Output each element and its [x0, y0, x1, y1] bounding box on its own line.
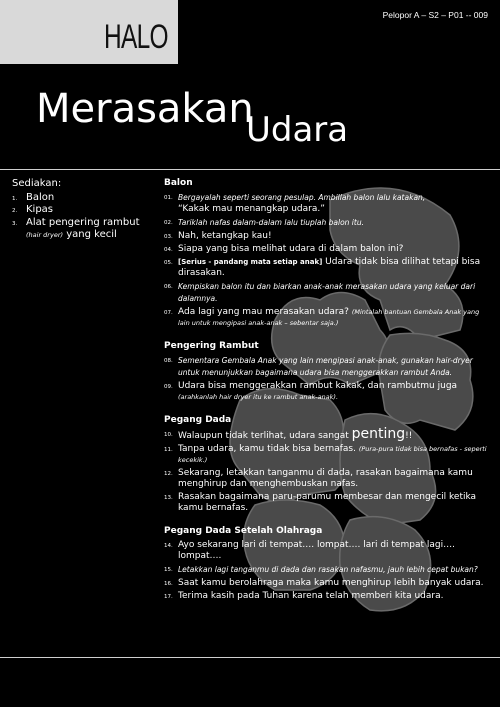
list-item: 12. Sekarang, letakkan tanganmu di dada, rasakan bagaimana kamu menghirup dan menghembuskan nafas.: [164, 468, 473, 489]
instructions: [164, 178, 490, 604]
list-item: 11. Tanpa udara, kamu tidak bisa bernafas. (Pura-pura tidak bisa bernafas - seperti kecekik.): [164, 444, 487, 464]
list-item: 17. Terima kasih pada Tuhan karena telah memberi kita udara.: [164, 591, 444, 601]
supplies-heading: Sediakan:: [12, 178, 62, 189]
list-item: 02. Tariklah nafas dalam-dalam lalu tiuplah balon itu.: [164, 218, 364, 227]
document-code: Pelopor A – S2 – P01 -- 009: [382, 10, 488, 20]
section-heading-balon: Balon: [164, 178, 193, 188]
supplies-list: [12, 178, 162, 242]
list-item: 13. Rasakan bagaimana paru-parumu membesar dan mengecil ketika kamu bernafas.: [164, 492, 477, 513]
bottom-divider: [0, 657, 500, 658]
list-item: 01. Bergayalah seperti seorang pesulap. Ambillah balon lalu katakan, “Kakak mau menangkap udara.”: [164, 193, 426, 214]
list-item: 04. Siapa yang bisa melihat udara di dalam balon ini?: [164, 244, 404, 254]
list-item: 06. Kempiskan balon itu dan biarkan anak-anak merasakan udara yang keluar dari dalamnya.: [164, 282, 476, 303]
list-item: 07. Ada lagi yang mau merasakan udara? (Mintalah bantuan Gembala Anak yang lain untuk mengipasi anak-anak – sebentar saja.): [164, 307, 480, 327]
list-item: 03. Nah, ketangkap kau!: [164, 231, 272, 241]
section-heading-olahraga: Pegang Dada Setelah Olahraga: [164, 526, 323, 536]
list-item: 1. Balon: [12, 191, 55, 203]
list-item: 05. [Serius - pandang mata setiap anak] Udara tidak bisa dilihat tetapi bisa dirasakan.: [164, 257, 481, 278]
list-item: 16. Saat kamu berolahraga maka kamu menghirup lebih banyak udara.: [164, 578, 484, 588]
halo-label: HALO: [104, 18, 168, 56]
list-item: 2. Kipas: [12, 204, 54, 215]
page-title-part2: Udara: [246, 110, 349, 150]
top-divider: [0, 169, 500, 170]
section-heading-pengering: Pengering Rambut: [164, 341, 259, 351]
section-heading-dada: Pegang Dada: [164, 415, 232, 425]
list-item: 3. Alat pengering rambut (hair dryer) yang kecil: [12, 216, 140, 240]
list-item: 09. Udara bisa menggerakkan rambut kakak, dan rambutmu juga (arahkanlah hair dryer itu ke rambut anak-anak).: [164, 381, 458, 401]
halo-label-box: [0, 0, 178, 64]
list-item: 10. Walaupun tidak terlihat, udara sangat penting!!: [164, 426, 413, 442]
page-title-part1: Merasakan: [36, 86, 254, 132]
list-item: 14. Ayo sekarang lari di tempat…. lompat…. lari di tempat lagi…. lompat….: [164, 540, 455, 561]
list-item: 08. Sementara Gembala Anak yang lain mengipasi anak-anak, gunakan hair-dryer untuk menunjukkan bagaimana udara bisa menggerakkan rambut Anda.: [164, 356, 473, 377]
list-item: 15. Letakkan lagi tanganmu di dada dan rasakan nafasmu, jauh lebih cepat bukan?: [164, 565, 478, 574]
